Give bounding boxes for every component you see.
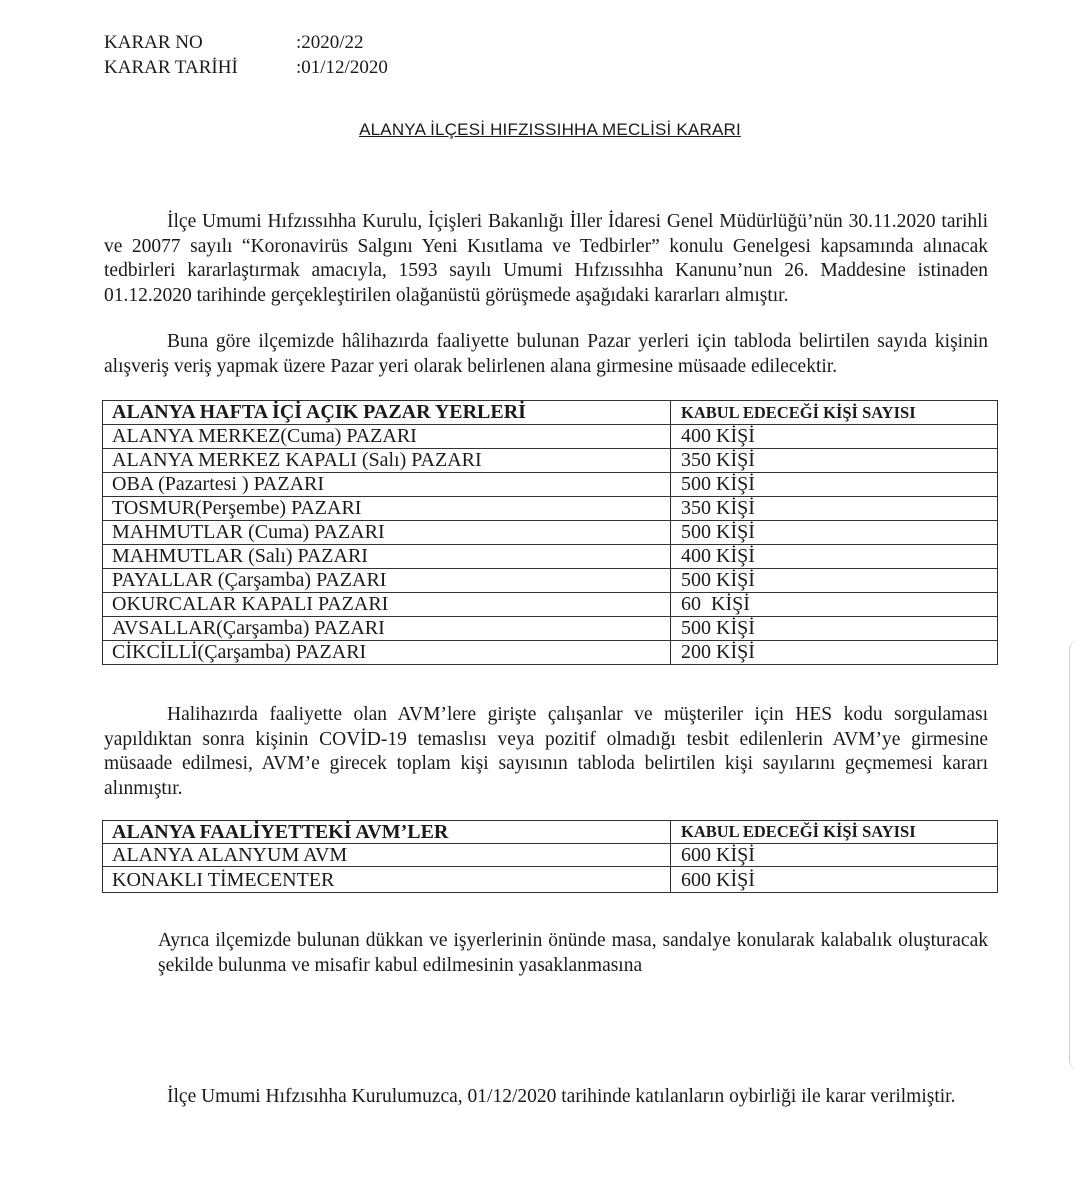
market-name: OBA (Pazartesi ) PAZARI <box>103 473 671 497</box>
market-name: PAYALLAR (Çarşamba) PAZARI <box>103 569 671 593</box>
market-name: AVSALLAR(Çarşamba) PAZARI <box>103 617 671 641</box>
avm-capacity: 600 KİŞİ <box>671 844 998 867</box>
pazar-paragraph: Buna göre ilçemizde hâlihazırda faaliyette bulunan Pazar yerleri için tabloda belirtilen sayıda kişinin alışveriş veriş yapmak üzere Pazar yeri olarak belirlenen alana girmesine müsaade edilecektir. <box>104 331 988 377</box>
avm-table <box>102 820 998 893</box>
decision-meta <box>104 30 388 80</box>
market-capacity: 60 KİŞİ <box>671 593 998 617</box>
market-name: CİKCİLLİ(Çarşamba) PAZARI <box>103 641 671 665</box>
market-capacity: 500 KİŞİ <box>671 569 998 593</box>
market-capacity: 200 KİŞİ <box>671 641 998 665</box>
avm-name: KONAKLI TİMECENTER <box>103 867 671 893</box>
avm-capacity: 600 KİŞİ <box>671 867 998 893</box>
shop-paragraph: Ayrıca ilçemizde bulunan dükkan ve işyerlerinin önünde masa, sandalye konularak kalabalık oluşturacak şekilde bulunma ve misafir kabul edilmesinin yasaklanmasına <box>158 930 988 976</box>
decision-number-value: :2020/22 <box>296 32 364 53</box>
avm-table-header <box>103 821 998 844</box>
decision-date-value: :01/12/2020 <box>296 57 388 78</box>
market-name: MAHMUTLAR (Cuma) PAZARI <box>103 521 671 545</box>
decision-number-label: KARAR NO <box>104 32 203 53</box>
pazar-header-capacity: KABUL EDECEĞİ KİŞİ SAYISI <box>671 401 998 425</box>
table-row <box>103 867 998 893</box>
table-row <box>103 473 998 497</box>
market-name: ALANYA MERKEZ(Cuma) PAZARI <box>103 425 671 449</box>
pazar-table <box>102 400 998 665</box>
market-capacity: 500 KİŞİ <box>671 617 998 641</box>
table-row <box>103 569 998 593</box>
table-row <box>103 593 998 617</box>
decision-date-row <box>104 55 388 80</box>
avm-name: ALANYA ALANYUM AVM <box>103 844 671 867</box>
table-row <box>103 844 998 867</box>
avm-header-capacity: KABUL EDECEĞİ KİŞİ SAYISI <box>671 821 998 844</box>
table-row <box>103 497 998 521</box>
market-capacity: 500 KİŞİ <box>671 521 998 545</box>
table-row <box>103 545 998 569</box>
pazar-table-header <box>103 401 998 425</box>
market-capacity: 500 KİŞİ <box>671 473 998 497</box>
table-row <box>103 425 998 449</box>
market-capacity: 350 KİŞİ <box>671 449 998 473</box>
avm-paragraph: Halihazırda faaliyette olan AVM’lere girişte çalışanlar ve müşteriler için HES kodu sorgulaması yapıldıktan sonra kişinin COVİD-19 temaslısı veya pozitif olmadığı tesbit edilenlerin AVM’ye girmesine müsaade edilmesi, AVM’e girecek toplam kişi sayısının tabloda belirtilen kişi sayılarını geçmemesi kararı alınmıştır. <box>104 704 988 799</box>
decision-date-label: KARAR TARİHİ <box>104 57 238 78</box>
market-name: ALANYA MERKEZ KAPALI (Salı) PAZARI <box>103 449 671 473</box>
market-capacity: 400 KİŞİ <box>671 425 998 449</box>
closing-paragraph: İlçe Umumi Hıfzısıhha Kurulumuzca, 01/12/2020 tarihinde katılanların oybirliği ile karar verilmiştir. <box>167 1086 956 1107</box>
market-name: TOSMUR(Perşembe) PAZARI <box>103 497 671 521</box>
avm-header-name: ALANYA FAALİYETTEKİ AVM’LER <box>103 821 671 844</box>
intro-paragraph: İlçe Umumi Hıfzıssıhha Kurulu, İçişleri Bakanlığı İller İdaresi Genel Müdürlüğü’nün 30.11.2020 tarihli ve 20077 sayılı “Koronavirüs Salgını Yeni Kısıtlama ve Tedbirler” konulu Genelgesi kapsamında alınacak tedbirleri kararlaştırmak amacıyla, 1593 sayılı Umumi Hıfzıssıhha Kanunu’nun 26. Maddesine istinaden 01.12.2020 tarihinde gerçekleştirilen olağanüstü görüşmede aşağıdaki kararları almıştır. <box>104 211 988 306</box>
scroll-edge <box>1069 640 1080 1070</box>
decision-number-row <box>104 30 388 55</box>
market-name: OKURCALAR KAPALI PAZARI <box>103 593 671 617</box>
table-row <box>103 521 998 545</box>
document-title: ALANYA İLÇESİ HIFZISSIHHA MECLİSİ KARARI <box>359 120 741 139</box>
pazar-header-name: ALANYA HAFTA İÇİ AÇIK PAZAR YERLERİ <box>103 401 671 425</box>
table-row <box>103 641 998 665</box>
table-row <box>103 449 998 473</box>
table-row <box>103 617 998 641</box>
market-capacity: 350 KİŞİ <box>671 497 998 521</box>
market-capacity: 400 KİŞİ <box>671 545 998 569</box>
market-name: MAHMUTLAR (Salı) PAZARI <box>103 545 671 569</box>
